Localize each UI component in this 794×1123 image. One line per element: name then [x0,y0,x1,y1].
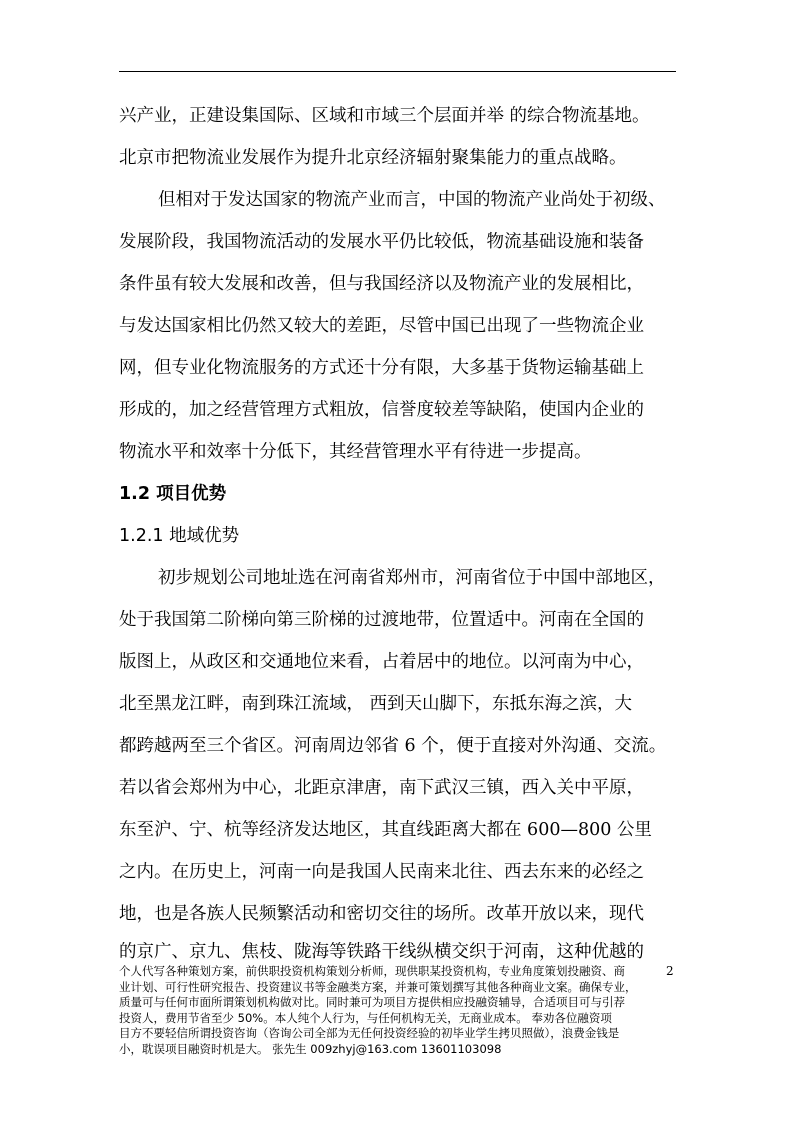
section-heading: 1.2 项目优势 [119,484,227,504]
header-rule [119,71,676,72]
paragraph-line: 物流水平和效率十分低下，其经营管理水平有待进一步提高。 [119,442,592,462]
footer-line: 小，耽误项目融资时机是大。 张先生 009zhyj@163.com 13601103098 [119,1041,502,1056]
paragraph-line: 都跨越两至三个省区。河南周边邻省 6 个，便于直接对外沟通、交流。 [119,736,667,756]
paragraph-line: 北至黑龙江畔，南到珠江流域， 西到天山脚下，东抵东海之滨，大 [119,694,633,714]
paragraph-line: 的京广、京九、焦枝、陇海等铁路干线纵横交织于河南，这种优越的 [119,942,644,962]
paragraph-line: 处于我国第二阶梯向第三阶梯的过渡地带，位置适中。河南在全国的 [119,610,644,630]
paragraph-line: 地，也是各族人民频繁活动和密切交往的场所。改革开放以来，现代 [119,904,644,924]
footer-line: 业计划、可行性研究报告、投资建议书等金融类方案，并兼可策划撰写其他各种商业文案。确保专业， [119,979,637,994]
paragraph-line: 东至沪、宁、杭等经济发达地区，其直线距离大都在 600—800 公里 [119,820,652,840]
paragraph-line: 但相对于发达国家的物流产业而言，中国的物流产业尚处于初级、 [158,190,666,210]
paragraph-line: 初步规划公司地址选在河南省郑州市，河南省位于中国中部地区， [158,568,666,588]
page-number: 2 [666,964,674,978]
footer-line: 个人代写各种策划方案，前供职投资机构策划分析师，现供职某投资机构，专业角度策划投融资、商 [119,964,625,978]
footer-line: 质量可与任何市面所谓策划机构做对比。同时兼可为项目方提供相应投融资辅导，合适项目可与引荐 [119,995,625,1009]
paragraph-line: 兴产业，正建设集国际、区域和市域三个层面并举 的综合物流基地。 [119,106,650,126]
paragraph-line: 北京市把物流业发展作为提升北京经济辐射聚集能力的重点战略。 [119,148,627,168]
paragraph-line: 若以省会郑州为中心，北距京津唐，南下武汉三镇，西入关中平原， [119,778,644,798]
paragraph-line: 之内。在历史上，河南一向是我国人民南来北往、西去东来的必经之 [119,862,644,882]
paragraph-line: 形成的，加之经营管理方式粗放，信誉度较差等缺陷，使国内企业的 [119,400,644,420]
subsection-heading: 1.2.1 地域优势 [119,526,240,546]
footer-ad [119,964,679,1057]
paragraph-line: 与发达国家相比仍然又较大的差距，尽管中国已出现了一些物流企业 [119,316,644,336]
paragraph-line: 发展阶段，我国物流活动的发展水平仍比较低，物流基础设施和装备 [119,232,644,252]
footer-line: 目方不要轻信所谓投资咨询（咨询公司全部为无任何投资经验的初毕业学生拷贝照做），浪费金钱是 [119,1026,620,1040]
footer-line: 投资人，费用节省至少 50%。本人纯个人行为，与任何机构无关，无商业成本。 奉劝各位融资项 [119,1010,612,1025]
paragraph-line: 网，但专业化物流服务的方式还十分有限，大多基于货物运输基础上 [119,358,644,378]
paragraph-line: 版图上，从政区和交通地位来看，占着居中的地位。以河南为中心， [119,652,644,672]
paragraph-line: 条件虽有较大发展和改善，但与我国经济以及物流产业的发展相比， [119,274,644,294]
